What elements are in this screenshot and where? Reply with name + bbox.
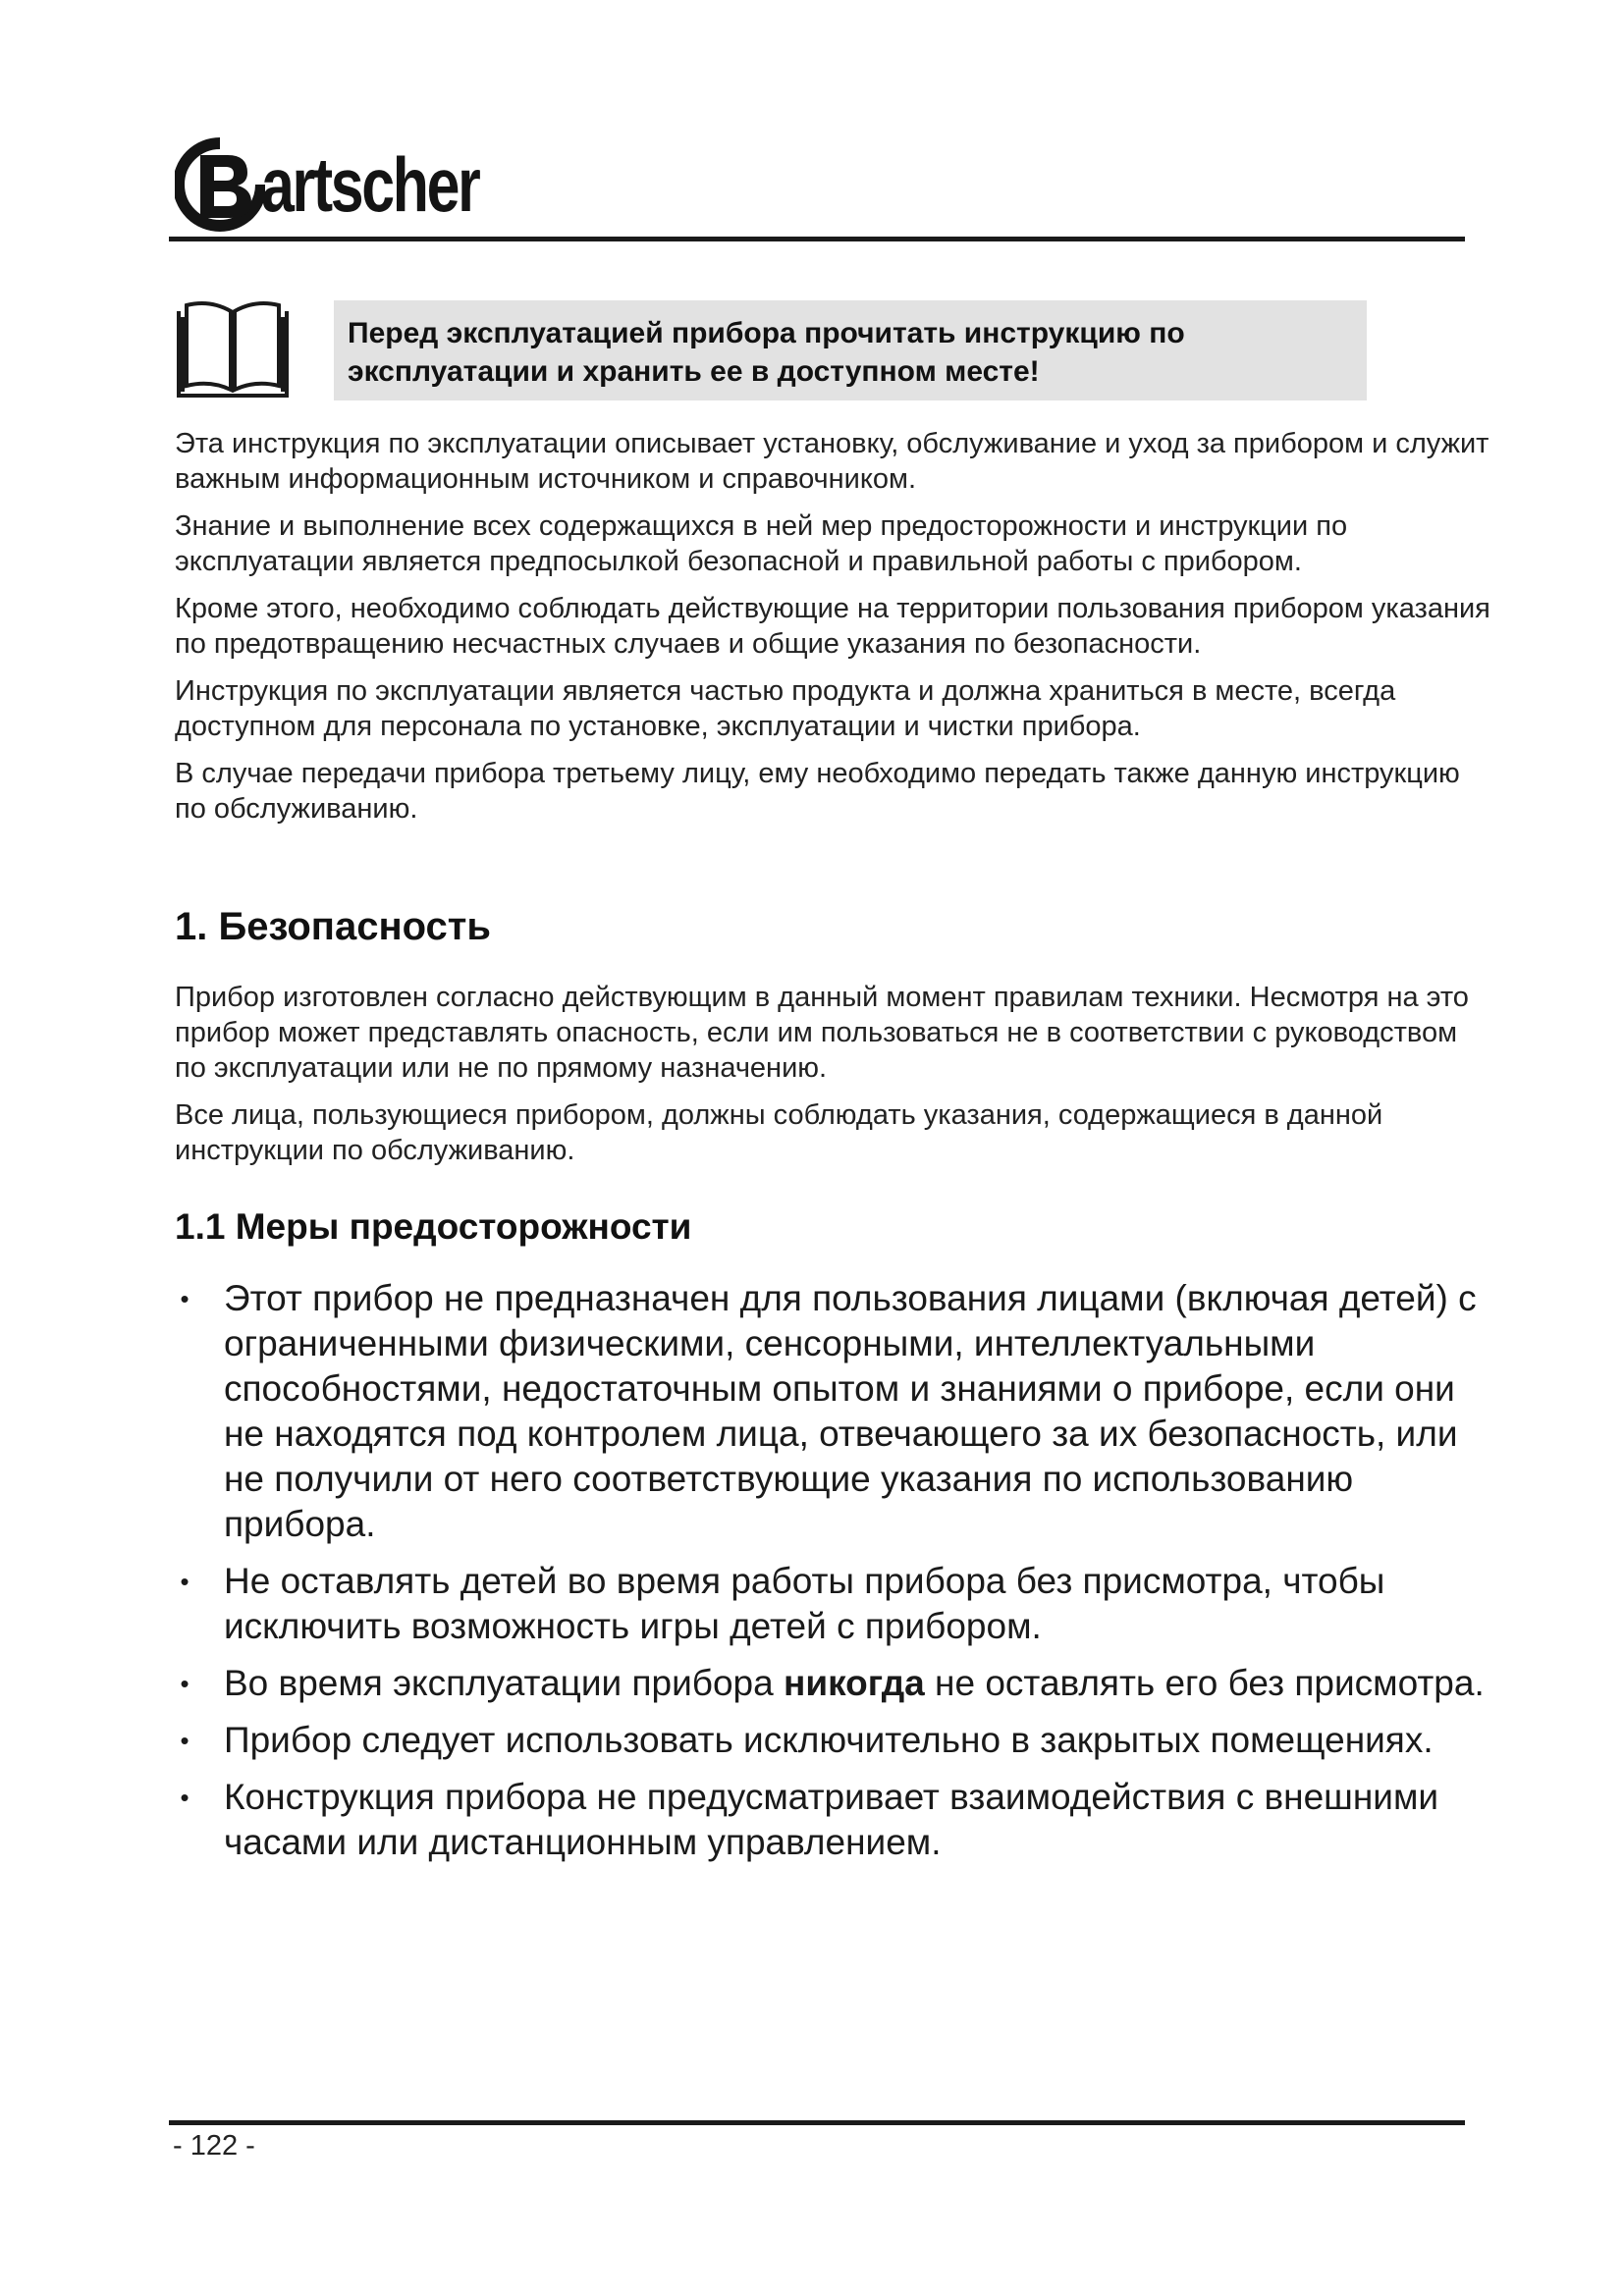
header-divider [169, 237, 1465, 241]
bartscher-b-mark-icon [175, 137, 265, 232]
section-heading-precautions: 1.1 Меры предосторожности [175, 1206, 692, 1247]
bullet-icon: • [180, 1783, 189, 1812]
intro-paragraph: Инструкция по эксплуатации является частью продукта и должна храниться в месте, всегда доступном для персонала по установке, эксплуатации и чистки прибора. [175, 675, 1396, 742]
bullet-icon: • [180, 1669, 189, 1698]
bullet-icon: • [180, 1726, 189, 1755]
intro-paragraph: Кроме этого, необходимо соблюдать действующие на территории пользования прибором указания по предотвращению несчастных случаев и общие указания по безопасности. [175, 593, 1490, 660]
read-manual-notice [334, 300, 1367, 400]
notice-line-1: Перед эксплуатацией прибора прочитать инструкцию по [348, 317, 1185, 349]
precautions-list [175, 1276, 1490, 1865]
list-item-text-after: не оставлять его без присмотра. [924, 1663, 1485, 1703]
list-item [175, 1775, 1490, 1865]
list-item-text [224, 1663, 1485, 1703]
safety-paragraph: Прибор изготовлен согласно действующим в данный момент правилам техники. Несмотря на это прибор может представлять опасность, если им пользоваться не в соответствии с руководством по эксплуатации или не по прямому назначению. [175, 982, 1469, 1084]
list-item-text: Этот прибор не предназначен для пользования лицами (включая детей) с ограниченными физическими, сенсорными, интеллектуальными способностями, недостаточным опытом и знаниями о приборе, если они не находятся под контролем лица, отвечающего за их безопасность, или не получили от него соответствующие указания по использованию прибора. [224, 1278, 1477, 1544]
list-item-text: Не оставлять детей во время работы прибора без присмотра, чтобы исключить возможность игры детей с прибором. [224, 1561, 1385, 1646]
list-item [175, 1661, 1490, 1706]
emphasis-never: никогда [783, 1663, 925, 1703]
list-item-text-before: Во время эксплуатации прибора [224, 1663, 784, 1703]
list-item [175, 1276, 1490, 1547]
footer-divider [169, 2120, 1465, 2125]
intro-paragraph: В случае передачи прибора третьему лицу, ему необходимо передать также данную инструкцию по обслуживанию. [175, 758, 1460, 825]
open-book-icon [175, 297, 291, 400]
page-content [175, 426, 1490, 1877]
bullet-icon: • [180, 1284, 189, 1313]
logo-wordmark: artscher [261, 141, 479, 228]
notice-line-2: эксплуатации и хранить ее в доступном месте! [348, 355, 1040, 388]
list-item-text: Конструкция прибора не предусматривает взаимодействия с внешними часами или дистанционным управлением. [224, 1777, 1439, 1862]
page-number: - 122 - [173, 2130, 255, 2162]
bullet-icon: • [180, 1567, 189, 1596]
safety-paragraph: Все лица, пользующиеся прибором, должны соблюдать указания, содержащиеся в данной инструкции по обслуживанию. [175, 1099, 1383, 1166]
section-heading-safety: 1. Безопасность [175, 905, 491, 948]
list-item [175, 1718, 1490, 1763]
intro-paragraph: Эта инструкция по эксплуатации описывает установку, обслуживание и уход за прибором и служит важным информационным источником и справочником. [175, 428, 1489, 495]
brand-logo [175, 135, 540, 234]
list-item-text: Прибор следует использовать исключительно в закрытых помещениях. [224, 1720, 1434, 1760]
list-item [175, 1559, 1490, 1649]
intro-paragraph: Знание и выполнение всех содержащихся в ней мер предосторожности и инструкции по эксплуатации является предпосылкой безопасной и правильной работы с прибором. [175, 510, 1348, 577]
